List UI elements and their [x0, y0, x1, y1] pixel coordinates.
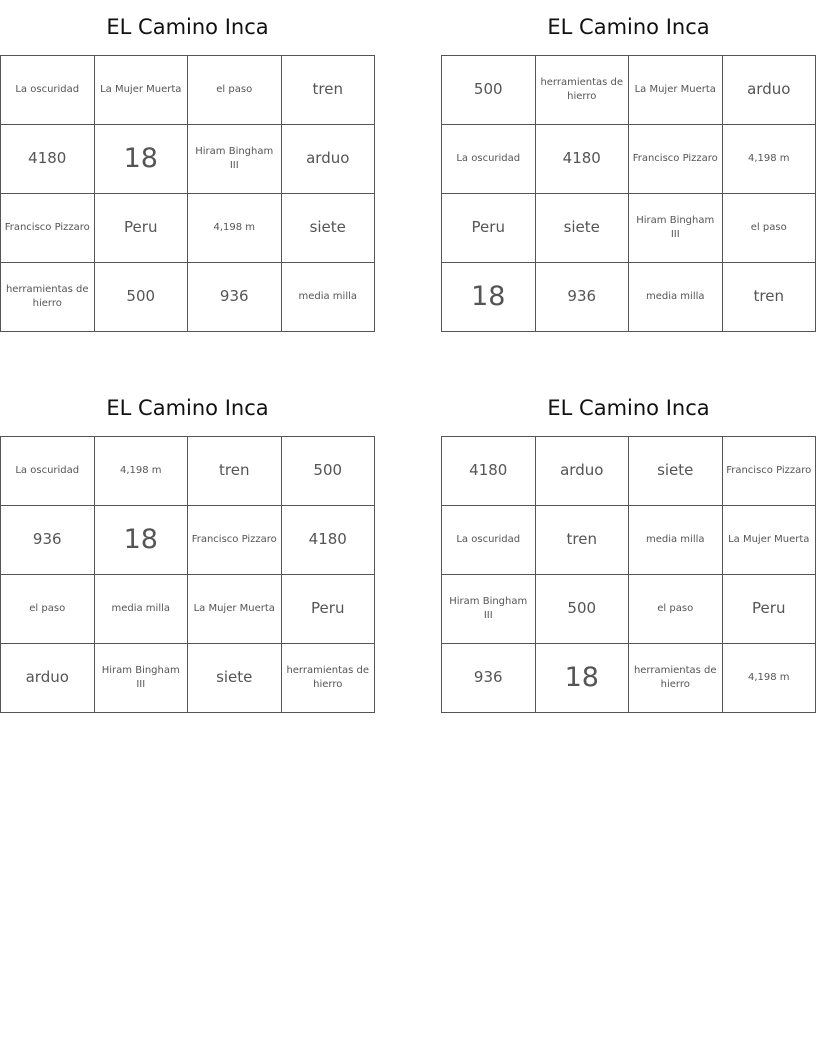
grid-cell: La Mujer Muerta	[188, 575, 282, 644]
card-title: EL Camino Inca	[547, 15, 710, 39]
bingo-grid	[0, 55, 375, 332]
grid-cell: media milla	[94, 575, 188, 644]
grid-cell: Francisco Pizzaro	[722, 437, 816, 506]
grid-cell: Hiram Bingham III	[188, 125, 282, 194]
grid-row	[1, 506, 375, 575]
grid-cell: 4180	[281, 506, 375, 575]
grid-row	[1, 263, 375, 332]
grid-row	[1, 437, 375, 506]
card-title: EL Camino Inca	[106, 396, 269, 420]
grid-cell: 18	[94, 125, 188, 194]
grid-cell: 500	[442, 56, 536, 125]
grid-cell: siete	[535, 194, 629, 263]
grid-cell: Francisco Pizzaro	[1, 194, 95, 263]
bingo-card-3	[0, 381, 375, 713]
grid-cell: arduo	[281, 125, 375, 194]
grid-cell: arduo	[535, 437, 629, 506]
grid-cell: arduo	[1, 644, 95, 713]
grid-cell: Peru	[722, 575, 816, 644]
grid-cell: Peru	[442, 194, 536, 263]
grid-cell: 18	[94, 506, 188, 575]
bingo-grid	[441, 436, 816, 713]
grid-cell: 500	[94, 263, 188, 332]
grid-row	[442, 575, 816, 644]
grid-cell: 18	[442, 263, 536, 332]
grid-row	[1, 644, 375, 713]
grid-cell: herramientas de hierro	[281, 644, 375, 713]
grid-cell: Hiram Bingham III	[442, 575, 536, 644]
grid-cell: La oscuridad	[442, 125, 536, 194]
bingo-card-4	[441, 381, 816, 713]
grid-cell: 4180	[442, 437, 536, 506]
grid-cell: herramientas de hierro	[535, 56, 629, 125]
grid-row	[442, 263, 816, 332]
grid-cell: media milla	[281, 263, 375, 332]
grid-cell: siete	[281, 194, 375, 263]
grid-cell: Francisco Pizzaro	[629, 125, 723, 194]
grid-cell: 4180	[1, 125, 95, 194]
grid-cell: La Mujer Muerta	[722, 506, 816, 575]
grid-cell: 4,198 m	[94, 437, 188, 506]
grid-row	[442, 125, 816, 194]
card-title: EL Camino Inca	[547, 396, 710, 420]
grid-row	[1, 125, 375, 194]
grid-cell: 4,198 m	[188, 194, 282, 263]
grid-row	[442, 194, 816, 263]
grid-cell: herramientas de hierro	[629, 644, 723, 713]
bingo-grid	[441, 55, 816, 332]
bingo-card-1	[0, 0, 375, 332]
grid-cell: La oscuridad	[1, 437, 95, 506]
grid-cell: 18	[535, 644, 629, 713]
card-title: EL Camino Inca	[106, 15, 269, 39]
grid-cell: 4,198 m	[722, 644, 816, 713]
grid-cell: tren	[281, 56, 375, 125]
grid-cell: Hiram Bingham III	[629, 194, 723, 263]
grid-cell: arduo	[722, 56, 816, 125]
grid-cell: tren	[722, 263, 816, 332]
grid-cell: Peru	[94, 194, 188, 263]
grid-cell: siete	[188, 644, 282, 713]
grid-row	[1, 194, 375, 263]
grid-cell: tren	[188, 437, 282, 506]
grid-cell: el paso	[188, 56, 282, 125]
bingo-card-2	[441, 0, 816, 332]
grid-cell: el paso	[629, 575, 723, 644]
grid-cell: La Mujer Muerta	[629, 56, 723, 125]
grid-row	[1, 575, 375, 644]
grid-cell: herramientas de hierro	[1, 263, 95, 332]
grid-row	[442, 506, 816, 575]
grid-cell: el paso	[722, 194, 816, 263]
grid-cell: Hiram Bingham III	[94, 644, 188, 713]
grid-cell: 936	[442, 644, 536, 713]
grid-cell: tren	[535, 506, 629, 575]
grid-cell: Francisco Pizzaro	[188, 506, 282, 575]
grid-row	[442, 644, 816, 713]
grid-cell: 936	[188, 263, 282, 332]
grid-cell: media milla	[629, 506, 723, 575]
bingo-grid	[0, 436, 375, 713]
grid-cell: La oscuridad	[1, 56, 95, 125]
grid-cell: media milla	[629, 263, 723, 332]
grid-cell: 936	[535, 263, 629, 332]
grid-row	[442, 437, 816, 506]
grid-cell: La oscuridad	[442, 506, 536, 575]
grid-cell: 500	[535, 575, 629, 644]
grid-cell: 500	[281, 437, 375, 506]
grid-row	[442, 56, 816, 125]
grid-cell: 4180	[535, 125, 629, 194]
grid-cell: 936	[1, 506, 95, 575]
grid-cell: 4,198 m	[722, 125, 816, 194]
grid-row	[1, 56, 375, 125]
grid-cell: Peru	[281, 575, 375, 644]
grid-cell: La Mujer Muerta	[94, 56, 188, 125]
grid-cell: el paso	[1, 575, 95, 644]
grid-cell: siete	[629, 437, 723, 506]
